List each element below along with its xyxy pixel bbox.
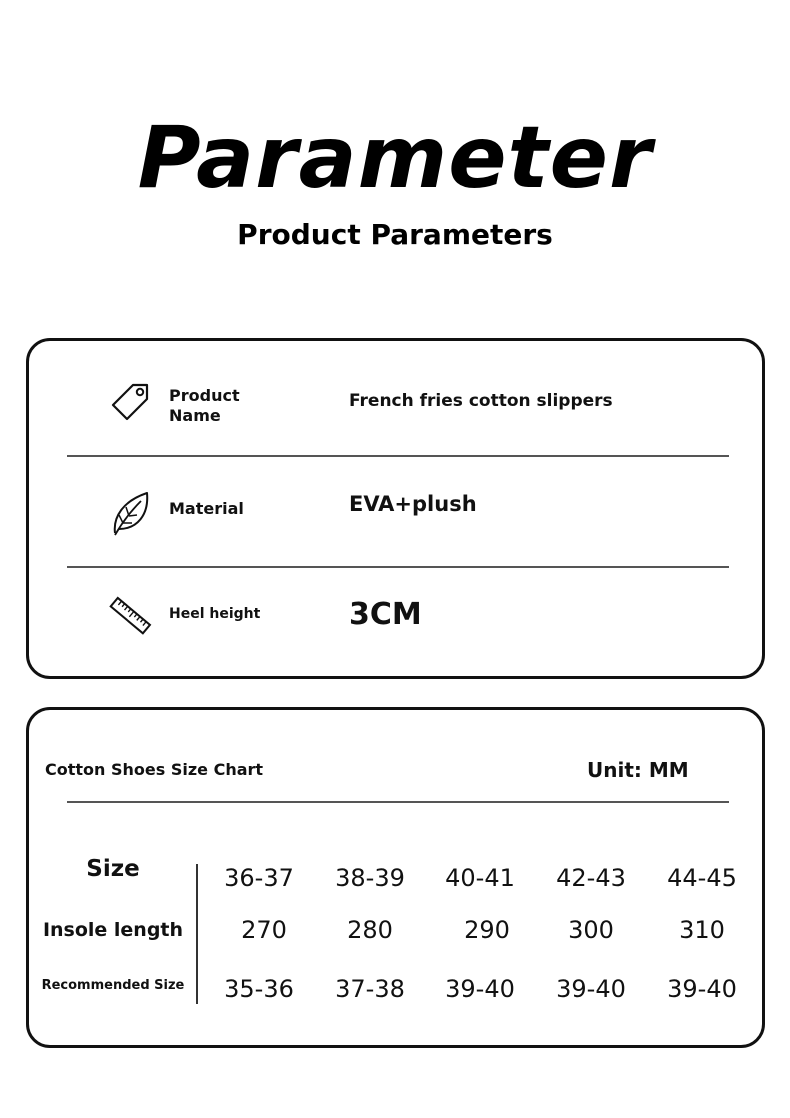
- insole-length-cell: 280: [347, 916, 393, 944]
- param-label-product-name: Product Name: [169, 386, 240, 425]
- insole-length-cell: 290: [464, 916, 510, 944]
- recommended-size-cell: 35-36: [224, 975, 294, 1003]
- param-label-material: Material: [169, 499, 244, 518]
- leaf-icon: [107, 489, 153, 535]
- recommended-size-cell: 39-40: [667, 975, 737, 1003]
- size-chart-unit: Unit: MM: [587, 758, 689, 782]
- size-cell: 38-39: [335, 864, 405, 892]
- page-subtitle: Product Parameters: [237, 218, 553, 251]
- insole-length-cell: 300: [568, 916, 614, 944]
- size-cell: 36-37: [224, 864, 294, 892]
- recommended-size-cell: 39-40: [556, 975, 626, 1003]
- size-cell: 40-41: [445, 864, 515, 892]
- row-label-size: Size: [86, 856, 140, 882]
- size-cell: 42-43: [556, 864, 626, 892]
- param-value-heel-height: 3CM: [349, 597, 422, 632]
- param-value-product-name: French fries cotton slippers: [349, 391, 613, 411]
- param-value-material: EVA+plush: [349, 492, 477, 516]
- page-title: Parameter: [137, 108, 653, 208]
- param-label-heel-height: Heel height: [169, 606, 261, 622]
- ruler-icon: [107, 593, 153, 639]
- size-chart-title: Cotton Shoes Size Chart: [45, 760, 264, 779]
- recommended-size-cell: 39-40: [445, 975, 515, 1003]
- recommended-size-cell: 37-38: [335, 975, 405, 1003]
- divider: [67, 566, 729, 568]
- divider: [67, 455, 729, 457]
- insole-length-cell: 270: [241, 916, 287, 944]
- row-label-recommended-size: Recommended Size: [41, 978, 185, 993]
- divider: [67, 801, 729, 803]
- size-chart-card: [26, 707, 765, 1048]
- product-parameters-card: [26, 338, 765, 679]
- size-cell: 44-45: [667, 864, 737, 892]
- insole-length-cell: 310: [679, 916, 725, 944]
- price-tag-icon: [107, 379, 153, 425]
- row-label-insole-length: Insole length: [42, 919, 184, 941]
